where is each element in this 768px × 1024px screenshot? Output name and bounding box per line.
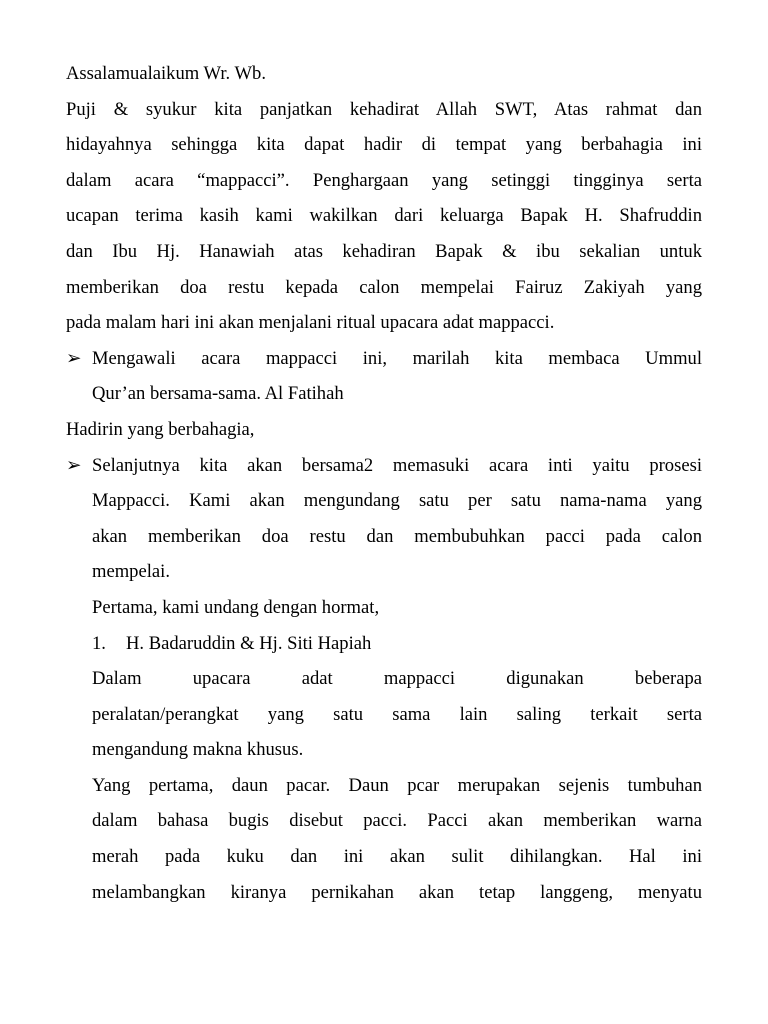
text-line: melambangkan kiranya pernikahan akan tetap langgeng, menyatu xyxy=(92,881,702,903)
text-line: mengandung makna khusus. xyxy=(92,739,304,761)
bullet-item-fatihah xyxy=(66,341,702,412)
arrow-bullet-icon: ➢ xyxy=(66,347,82,369)
text-line: memberikan doa restu kepada calon mempelai Fairuz Zakiyah yang xyxy=(66,276,702,298)
text-line: peralatan/perangkat yang satu sama lain saling terkait serta xyxy=(92,703,702,725)
bullet-item-prosesi xyxy=(66,448,702,590)
arrow-bullet-icon: ➢ xyxy=(66,454,82,476)
pertama-line: Pertama, kami undang dengan hormat, xyxy=(92,596,380,618)
text-line: ucapan terima kasih kami wakilkan dari keluarga Bapak H. Shafruddin xyxy=(66,205,702,227)
text-line: pada malam hari ini akan menjalani ritual upacara adat mappacci. xyxy=(66,312,555,334)
numbered-item xyxy=(66,626,702,662)
text-line: Mengawali acara mappacci ini, marilah kita membaca Ummul xyxy=(92,347,702,369)
item-number: 1. xyxy=(92,632,106,654)
item-text: H. Badaruddin & Hj. Siti Hapiah xyxy=(126,632,372,654)
text-line: Yang pertama, daun pacar. Daun pcar merupakan sejenis tumbuhan xyxy=(92,774,702,796)
text-line: dan Ibu Hj. Hanawiah atas kehadiran Bapak & ibu sekalian untuk xyxy=(66,240,702,262)
text-line: mempelai. xyxy=(92,561,170,583)
hadirin-line: Hadirin yang berbahagia, xyxy=(66,418,255,440)
text-line: Puji & syukur kita panjatkan kehadirat Allah SWT, Atas rahmat dan xyxy=(66,98,702,120)
intro-paragraph xyxy=(66,92,702,341)
text-line: akan memberikan doa restu dan membubuhkan pacci pada calon xyxy=(92,525,702,547)
text-line: merah pada kuku dan ini akan sulit dihilangkan. Hal ini xyxy=(92,846,702,868)
paragraph-yang-pertama xyxy=(66,768,702,910)
text-line: Mappacci. Kami akan mengundang satu per satu nama-nama yang xyxy=(92,490,702,512)
text-line: dalam acara “mappacci”. Penghargaan yang setinggi tingginya serta xyxy=(66,169,702,191)
text-line: Qur’an bersama-sama. Al Fatihah xyxy=(92,383,344,405)
greeting-line: Assalamualaikum Wr. Wb. xyxy=(66,63,266,84)
paragraph-dalam xyxy=(66,661,702,768)
text-line: Dalam upacara adat mappacci digunakan beberapa xyxy=(92,668,702,690)
text-line: hidayahnya sehingga kita dapat hadir di tempat yang berbahagia ini xyxy=(66,134,702,156)
text-line: dalam bahasa bugis disebut pacci. Pacci akan memberikan warna xyxy=(92,810,702,832)
document-page xyxy=(66,56,702,910)
text-line: Selanjutnya kita akan bersama2 memasuki acara inti yaitu prosesi xyxy=(92,454,702,476)
